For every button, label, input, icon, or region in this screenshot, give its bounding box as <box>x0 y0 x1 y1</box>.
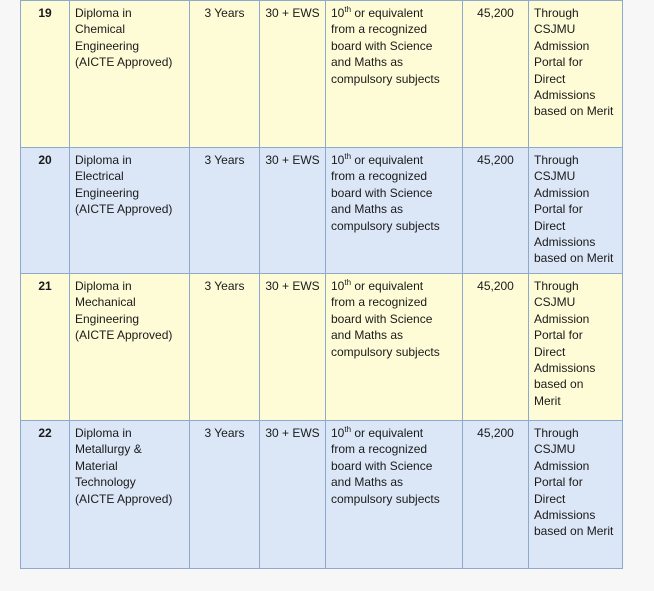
admission-mode-line: Admissions <box>534 88 596 103</box>
admission-mode-line: CSJMU <box>534 22 576 37</box>
fee: 45,200 <box>477 279 514 293</box>
eligibility-line: compulsory subjects <box>331 491 440 506</box>
eligibility-grade-suffix: th <box>344 278 352 287</box>
table-row <box>21 148 623 274</box>
eligibility-grade: 10 <box>331 6 345 20</box>
course-name-line: (AICTE Approved) <box>75 55 173 70</box>
intake: 30 + EWS <box>265 426 320 440</box>
fee-cell <box>463 421 529 569</box>
admission-mode-line: CSJMU <box>534 295 576 310</box>
eligibility-first-line-rest: or equivalent <box>351 279 424 293</box>
admission-mode-line: Direct <box>534 218 566 233</box>
course-name-cell <box>70 274 190 421</box>
admission-mode-line: Merit <box>534 393 561 408</box>
admission-mode-line: Direct <box>534 491 566 506</box>
eligibility-line: compulsory subjects <box>331 71 440 86</box>
admission-mode-cell <box>529 1 623 148</box>
course-name-line: Diploma in <box>75 6 132 20</box>
course-name-line: Diploma in <box>75 153 132 167</box>
duration: 3 Years <box>204 279 245 293</box>
admission-mode-line: based on Merit <box>534 524 614 539</box>
admission-mode-line: CSJMU <box>534 442 576 457</box>
course-name-line: Engineering <box>75 38 140 53</box>
admission-mode-cell <box>529 274 623 421</box>
serial-number: 19 <box>38 6 52 20</box>
admission-mode-line: Portal for <box>534 202 583 217</box>
admission-mode-line: Admission <box>534 185 590 200</box>
admission-mode-cell <box>529 148 623 274</box>
serial-number: 20 <box>38 153 52 167</box>
duration: 3 Years <box>204 153 245 167</box>
intake-cell <box>260 421 326 569</box>
eligibility-first-line <box>331 152 457 168</box>
admission-mode-line: Admission <box>534 311 590 326</box>
eligibility-grade: 10 <box>331 153 345 167</box>
eligibility-cell <box>326 148 463 274</box>
eligibility-cell <box>326 1 463 148</box>
admission-mode-line: Portal for <box>534 55 583 70</box>
fee-cell <box>463 1 529 148</box>
admission-mode-line: Portal for <box>534 328 583 343</box>
eligibility-line: from a recognized <box>331 22 428 37</box>
eligibility-grade: 10 <box>331 426 345 440</box>
course-name-line: Material <box>75 458 118 473</box>
duration: 3 Years <box>204 6 245 20</box>
admission-mode-line: based on Merit <box>534 104 614 119</box>
admission-mode-line: Through <box>534 279 579 293</box>
serial-number: 21 <box>38 279 52 293</box>
intake: 30 + EWS <box>265 6 320 20</box>
admission-mode-line: Portal for <box>534 475 583 490</box>
admission-mode-line: Admissions <box>534 235 596 250</box>
fee: 45,200 <box>477 6 514 20</box>
course-name-line: Technology <box>75 475 136 490</box>
table-row <box>21 421 623 569</box>
admission-mode-line: Admission <box>534 38 590 53</box>
intake-cell <box>260 1 326 148</box>
eligibility-line: and Maths as <box>331 55 404 70</box>
eligibility-line: compulsory subjects <box>331 344 440 359</box>
serial-number-cell <box>21 1 70 148</box>
course-name-line: (AICTE Approved) <box>75 328 173 343</box>
table-row <box>21 1 623 148</box>
eligibility-line: board with Science <box>331 458 433 473</box>
intake-cell <box>260 274 326 421</box>
duration-cell <box>190 148 260 274</box>
eligibility-first-line <box>331 425 457 441</box>
course-name-line: Metallurgy & <box>75 442 142 457</box>
eligibility-line: and Maths as <box>331 328 404 343</box>
serial-number-cell <box>21 148 70 274</box>
course-name-line: Diploma in <box>75 279 132 293</box>
eligibility-cell <box>326 274 463 421</box>
admission-mode-line: Through <box>534 153 579 167</box>
admission-mode-line: based on Merit <box>534 251 614 266</box>
eligibility-line: from a recognized <box>331 169 428 184</box>
admission-mode-line: Admissions <box>534 508 596 523</box>
eligibility-grade: 10 <box>331 279 345 293</box>
course-name-line: Engineering <box>75 185 140 200</box>
course-table <box>20 0 623 569</box>
eligibility-first-line-rest: or equivalent <box>351 153 424 167</box>
eligibility-line: board with Science <box>331 185 433 200</box>
eligibility-first-line-rest: or equivalent <box>351 6 424 20</box>
admission-mode-line: Direct <box>534 344 566 359</box>
eligibility-first-line-rest: or equivalent <box>351 426 424 440</box>
eligibility-line: board with Science <box>331 38 433 53</box>
eligibility-line: and Maths as <box>331 475 404 490</box>
eligibility-first-line <box>331 278 457 294</box>
admission-mode-line: Through <box>534 426 579 440</box>
eligibility-line: from a recognized <box>331 442 428 457</box>
fee-cell <box>463 274 529 421</box>
serial-number-cell <box>21 421 70 569</box>
admission-mode-line: Through <box>534 6 579 20</box>
eligibility-cell <box>326 421 463 569</box>
fee-cell <box>463 148 529 274</box>
intake: 30 + EWS <box>265 153 320 167</box>
fee: 45,200 <box>477 153 514 167</box>
course-name-cell <box>70 1 190 148</box>
course-name-line: Electrical <box>75 169 124 184</box>
eligibility-line: compulsory subjects <box>331 218 440 233</box>
eligibility-first-line <box>331 5 457 21</box>
admission-mode-cell <box>529 421 623 569</box>
course-name-line: (AICTE Approved) <box>75 202 173 217</box>
table-row <box>21 274 623 421</box>
course-name-line: Engineering <box>75 311 140 326</box>
serial-number: 22 <box>38 426 52 440</box>
serial-number-cell <box>21 274 70 421</box>
intake-cell <box>260 148 326 274</box>
duration-cell <box>190 1 260 148</box>
course-name-line: (AICTE Approved) <box>75 491 173 506</box>
eligibility-grade-suffix: th <box>344 152 352 161</box>
course-name-cell <box>70 421 190 569</box>
course-name-line: Diploma in <box>75 426 132 440</box>
course-name-line: Mechanical <box>75 295 136 310</box>
eligibility-line: and Maths as <box>331 202 404 217</box>
intake: 30 + EWS <box>265 279 320 293</box>
admission-mode-line: Admissions <box>534 361 596 376</box>
eligibility-grade-suffix: th <box>344 5 352 14</box>
duration-cell <box>190 421 260 569</box>
admission-mode-line: based on <box>534 377 584 392</box>
eligibility-grade-suffix: th <box>344 425 352 434</box>
fee: 45,200 <box>477 426 514 440</box>
course-name-cell <box>70 148 190 274</box>
admission-mode-line: Admission <box>534 458 590 473</box>
eligibility-line: board with Science <box>331 311 433 326</box>
duration-cell <box>190 274 260 421</box>
admission-mode-line: Direct <box>534 71 566 86</box>
eligibility-line: from a recognized <box>331 295 428 310</box>
course-name-line: Chemical <box>75 22 126 37</box>
duration: 3 Years <box>204 426 245 440</box>
admission-mode-line: CSJMU <box>534 169 576 184</box>
